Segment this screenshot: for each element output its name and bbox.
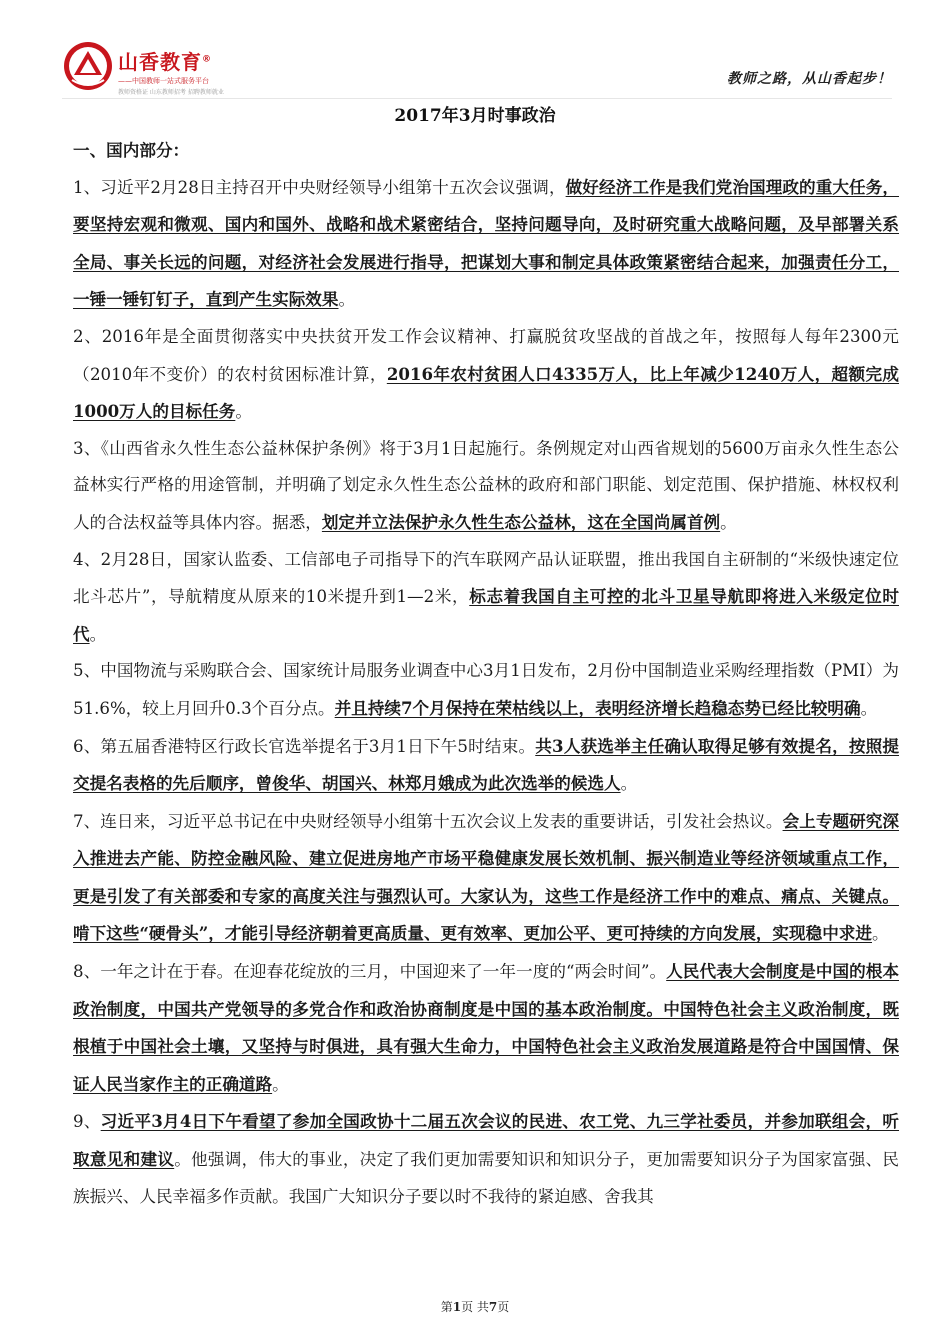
news-item <box>73 803 899 953</box>
news-item <box>73 728 899 803</box>
news-item-tail: 。 <box>272 1074 289 1094</box>
news-item-text: 6、第五届香港特区行政长官选举提名于3月1日下午5时结束。 <box>73 736 536 756</box>
current-page-number: 1 <box>452 1300 462 1314</box>
registered-mark: ® <box>202 54 212 65</box>
news-item-key-point: 2016年农村贫困人口4335万人，比上年减少1240万人，超额完成1000万人的目标任务 <box>73 363 899 422</box>
news-item <box>73 1103 899 1215</box>
document-body <box>73 132 899 1215</box>
brand-name: 山香教育® <box>118 50 212 74</box>
news-item-tail: 。 <box>720 512 737 532</box>
news-item-tail: 。 <box>872 924 889 944</box>
brand-subtitle: ——中国教师一站式服务平台 <box>118 77 209 85</box>
news-item-tail: 。他强调，伟大的事业，决定了我们更加需要知识和知识分子，更加需要知识分子为国家富强、民族振兴、人民幸福多作贡献。我国广大知识分子要以时不我待的紧迫感、舍我其 <box>73 1150 900 1206</box>
news-item-text: 5、中国物流与采购联合会、国家统计局服务业调查中心3月1日发布，2月份中国制造业采购经理指数（PMI）为51.6%，较上月回升0.3个百分点。 <box>73 661 899 718</box>
news-item-key-point: 会上专题研究深入推进去产能、防控金融风险、建立促进房地产市场平稳健康发展长效机制、振兴制造业等经济领域重点工作，更是引发了有关部委和专家的高度关注与强烈认可。大家认为，这些工作是经济工作中的难点、痛点、关键点。啃下这些“硬骨头”，才能引导经济朝着更高质量、更有效率、更加公平、更可持续的方向发展，实现稳中求进 <box>73 810 900 944</box>
shanxiang-logo-icon <box>62 40 114 92</box>
news-item-key-point: 划定并立法保护永久性生态公益林，这在全国尚属首例 <box>321 511 721 532</box>
news-item-key-point: 习近平3月4日下午看望了参加全国政协十二届五次会议的民进、农工党、九三学社委员，并参加联组会，听取意见和建议 <box>73 1111 900 1170</box>
news-item-list <box>73 169 899 1216</box>
news-item-tail: 。 <box>89 624 107 644</box>
news-item-text: 7、连日来，习近平总书记在中央财经领导小组第十五次会议上发表的重要讲话，引发社会热议。 <box>73 811 783 831</box>
news-item-key-point: 做好经济工作是我们党治国理政的重大任务，要坚持宏观和微观、国内和国外、战略和战术紧密结合，坚持问题导向，及时研究重大战略问题，及早部署关系全局、事关长远的问题，对经济社会发展进行指导，把谋划大事和制定具体政策紧密结合起来，加强责任分工，一锤一锤钉钉子，直到产生实际效果 <box>73 176 899 310</box>
page-title: 2017年3月时事政治 <box>394 106 556 126</box>
news-item <box>73 431 899 542</box>
page-footer: 第1页 共7页 <box>440 1300 510 1314</box>
news-item-text: 8、一年之计在于春。在迎春花绽放的三月，中国迎来了一年一度的“两会时间”。 <box>73 962 667 982</box>
news-item-tail: 。 <box>338 290 356 310</box>
news-item <box>73 169 899 319</box>
news-item-tail: 。 <box>235 402 252 422</box>
news-item-key-point: 共3人获选举主任确认取得足够有效提名，按照提交提名表格的先后顺序，曾俊华、胡国兴、林郑月娥成为此次选举的候选人 <box>73 735 900 794</box>
total-pages: 7 <box>488 1300 498 1314</box>
news-item-text: 3、《山西省永久性生态公益林保护条例》将于3月1日起施行。条例规定对山西省规划的5600万亩永久性生态公益林实行严格的用途管制，并明确了划定永久性生态公益林的政府和部门职能、划定范围、保护措施、林权权利人的合法权益等具体内容。据悉， <box>73 438 899 532</box>
news-item-key-point: 标志着我国自主可控的北斗卫星导航即将进入米级定位时代 <box>73 586 899 644</box>
news-item <box>73 653 899 727</box>
news-item-key-point: 并且持续7个月保持在荣枯线以上，表明经济增长趋稳态势已经比较明确 <box>334 697 861 718</box>
news-item <box>73 319 899 431</box>
brand-tagline: 教师资格证 山东教师招考 招聘教师就业 <box>118 89 224 96</box>
news-item-text: 1、习近平2月28日主持召开中央财经领导小组第十五次会议强调， <box>73 177 566 197</box>
news-item-text: 9、 <box>73 1112 101 1132</box>
news-item-text: 4、2月28日，国家认监委、工信部电子司指导下的汽车联网产品认证联盟，推出我国自主研制的“米级快速定位北斗芯片”，导航精度从原来的10米提升到1—2米， <box>73 549 899 607</box>
news-item <box>73 542 899 654</box>
news-item-tail: 。 <box>860 698 878 718</box>
news-item-tail: 。 <box>620 774 638 794</box>
page-header <box>62 40 892 99</box>
header-slogan: 教师之路，从山香起步！ <box>727 71 892 87</box>
news-item-text: 2、2016年是全面贯彻落实中央扶贫开发工作会议精神、打赢脱贫攻坚战的首战之年，按照每人每年2300元（2010年不变价）的农村贫困标准计算， <box>73 326 899 384</box>
news-item <box>73 953 899 1103</box>
brand-block <box>118 46 224 96</box>
news-item-key-point: 人民代表大会制度是中国的根本政治制度，中国共产党领导的多党合作和政治协商制度是中国的基本政治制度。中国特色社会主义政治制度，既根植于中国社会土壤，又坚持与时俱进，具有强大生命力，中国特色社会主义政治发展道路是符合中国国情、保证人民当家作主的正确道路 <box>73 961 899 1094</box>
section-heading: 一、国内部分： <box>73 140 190 160</box>
